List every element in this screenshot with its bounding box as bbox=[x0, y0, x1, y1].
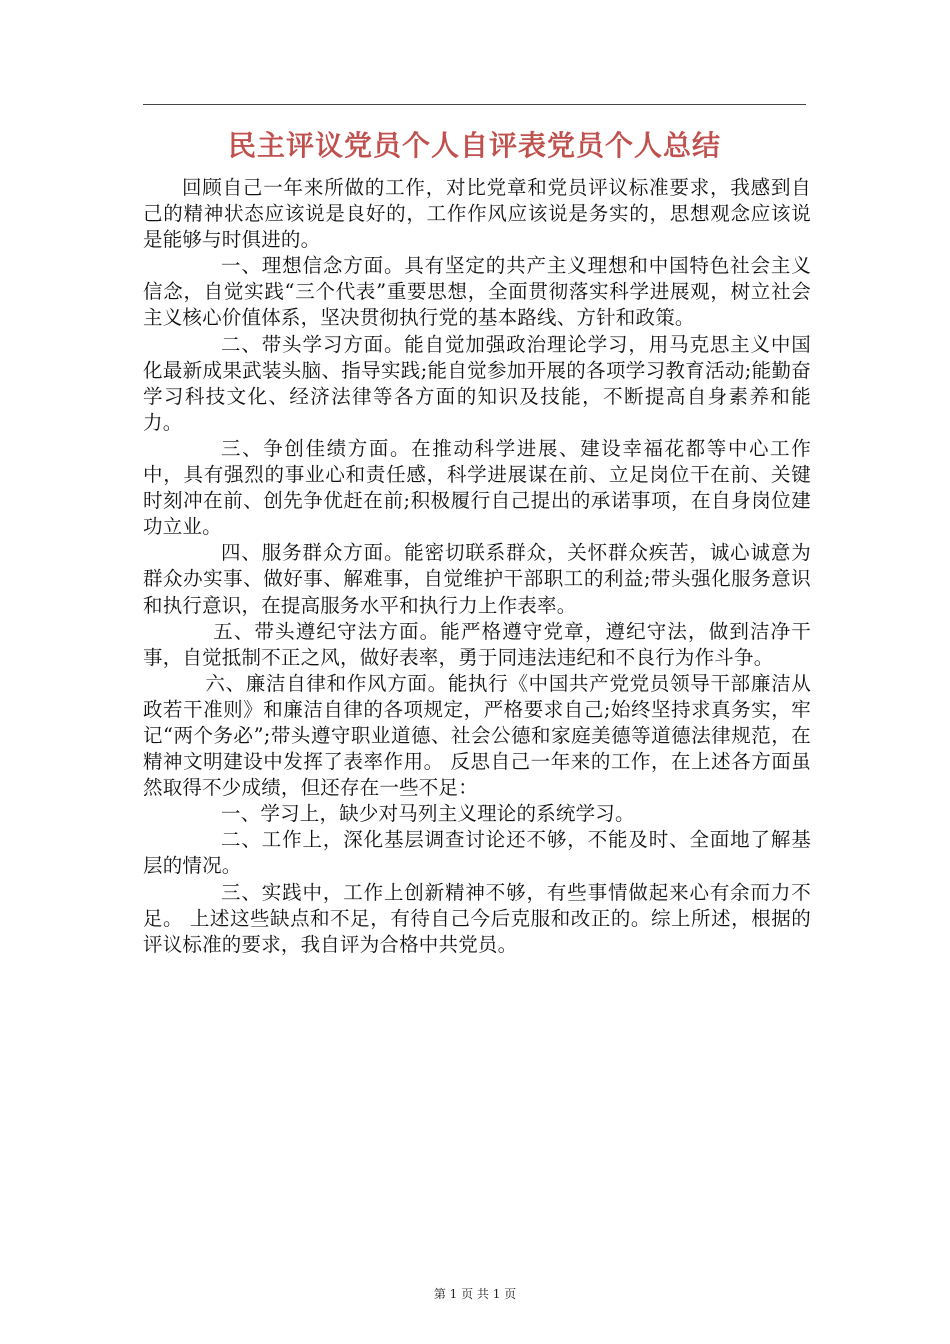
paragraph-achievement: 三、争创佳绩方面。在推动科学进展、建设幸福花都等中心工作中，具有强烈的事业心和责任感，科学进展谋在前、立足岗位干在前、关键时刻冲在前、创先争优赶在前;积极履行自己提出的承诺事项，在自身岗位建功立业。 bbox=[143, 436, 811, 539]
document-body bbox=[143, 175, 811, 958]
document-title: 民主评议党员个人自评表党员个人总结 bbox=[227, 129, 721, 162]
paragraph-law: 五、带头遵纪守法方面。能严格遵守党章，遵纪守法，做到洁净干事，自觉抵制不正之风，做好表率，勇于同违法违纪和不良行为作斗争。 bbox=[143, 619, 811, 669]
paragraph-service: 四、服务群众方面。能密切联系群众，关怀群众疾苦，诚心诚意为群众办实事、做好事、解难事，自觉维护干部职工的利益;带头强化服务意识和执行意识，在提高服务水平和执行力上作表率。 bbox=[143, 541, 811, 617]
paragraph-shortcoming-study: 一、学习上，缺少对马列主义理论的系统学习。 bbox=[221, 802, 635, 826]
paragraph-study: 二、带头学习方面。能自觉加强政治理论学习，用马克思主义中国化最新成果武装头脑、指导实践;能自觉参加开展的各项学习教育活动;能勤奋学习科技文化、经济法律等各方面的知识及技能，不断提高自身素养和能力。 bbox=[143, 332, 811, 434]
page-footer: 第 1 页 共 1 页 bbox=[433, 1287, 517, 1301]
header-rule bbox=[143, 104, 806, 105]
paragraph-ideals: 一、理想信念方面。具有坚定的共产主义理想和中国特色社会主义信念，自觉实践“三个代表”重要思想，全面贯彻落实科学进展观，树立社会主义核心价值体系，坚决贯彻执行党的基本路线、方针和政策。 bbox=[143, 254, 811, 330]
paragraph-integrity: 六、廉洁自律和作风方面。能执行《中国共产党党员领导干部廉洁从政若干准则》和廉洁自律的各项规定，严格要求自己;始终坚持求真务实，牢记“两个务必”;带头遵守职业道德、社会公德和家庭美德等道德法律规范，在精神文明建设中发挥了表率作用。 反思自己一年来的工作，在上述各方面虽然取得不少成绩，但还存在一些不足： bbox=[143, 671, 811, 800]
paragraph-shortcoming-work: 二、工作上，深化基层调查讨论还不够，不能及时、全面地了解基层的情况。 bbox=[143, 828, 811, 878]
paragraph-shortcoming-practice: 三、实践中，工作上创新精神不够，有些事情做起来心有余而力不足。 上述这些缺点和不足，有待自己今后克服和改正的。综上所述，根据的评议标准的要求，我自评为合格中共党员。 bbox=[143, 880, 811, 956]
paragraph-intro: 回顾自己一年来所做的工作，对比党章和党员评议标准要求，我感到自己的精神状态应该说是良好的，工作作风应该说是务实的，思想观念应该说是能够与时俱进的。 bbox=[143, 176, 811, 252]
